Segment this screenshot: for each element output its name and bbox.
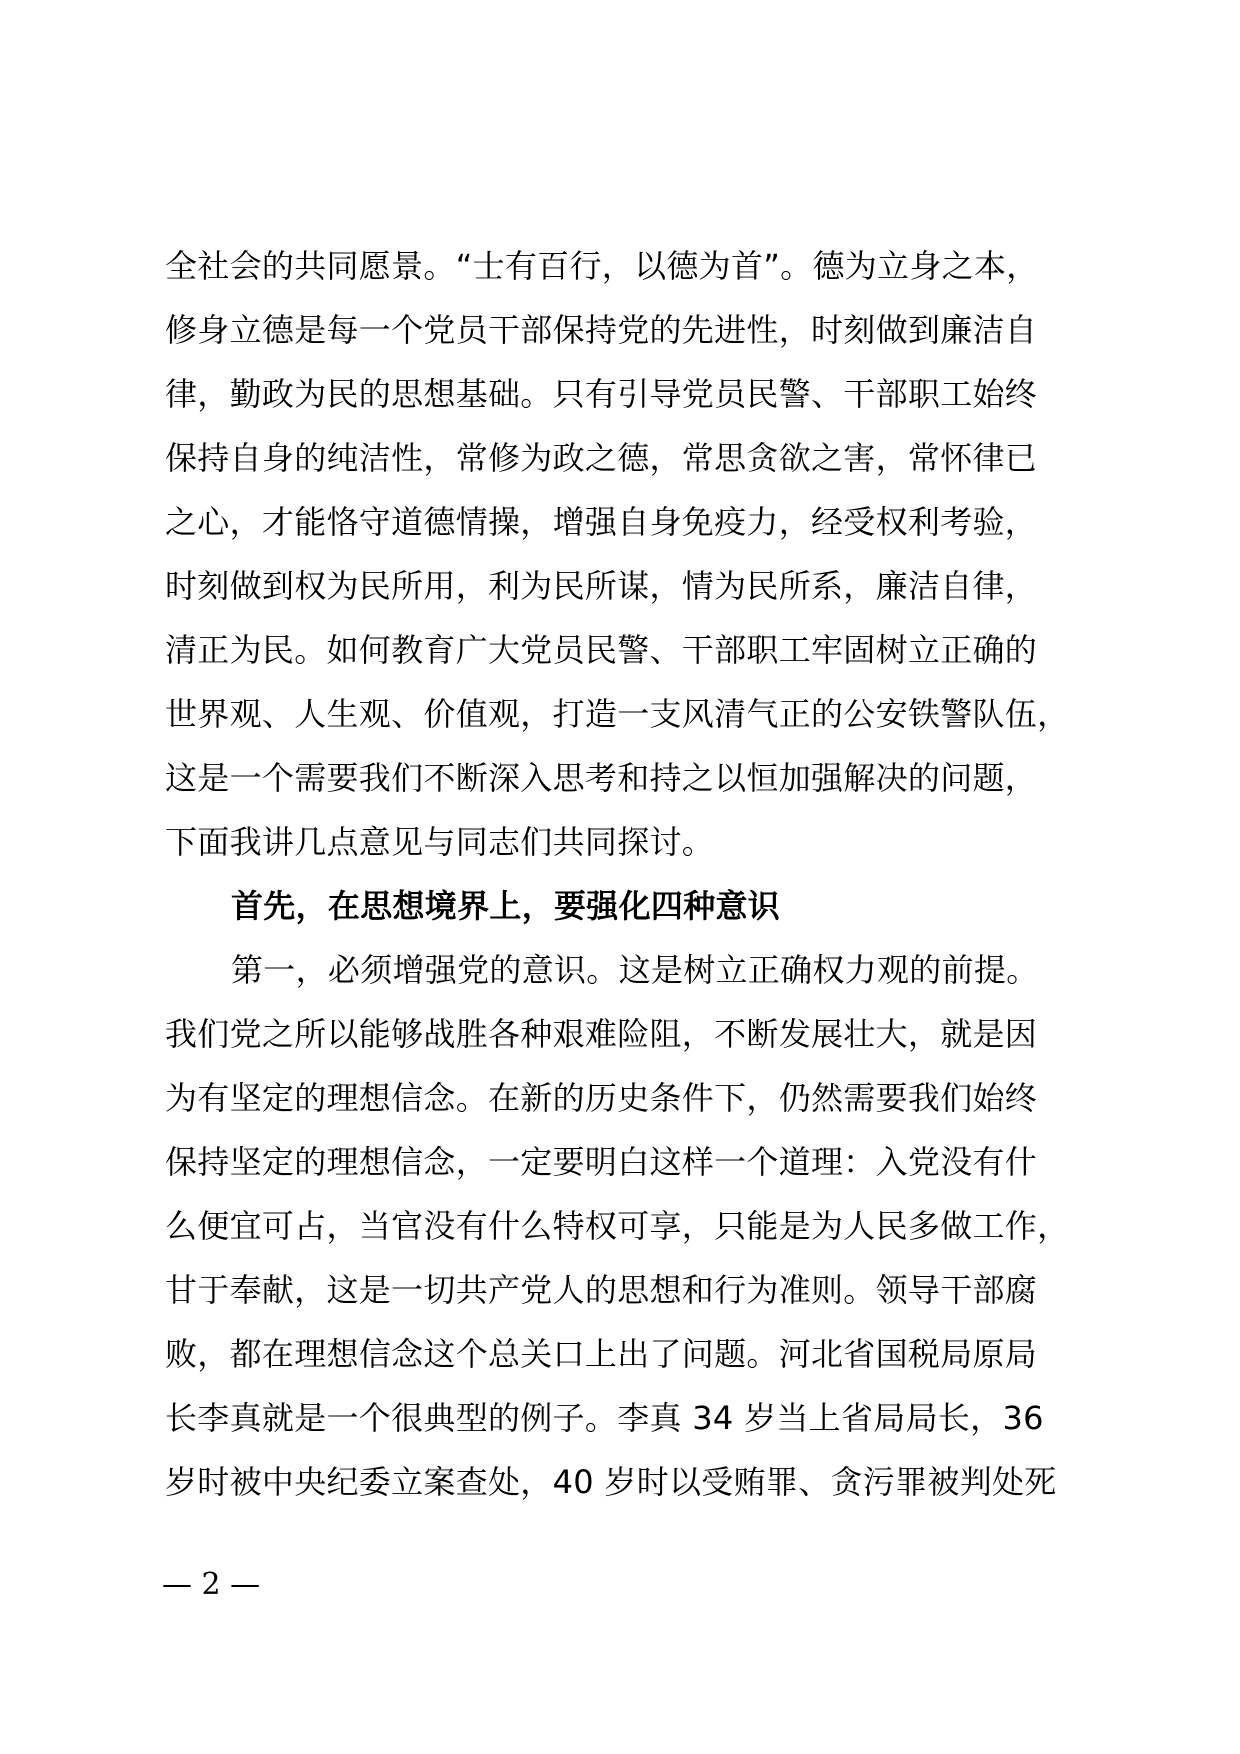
paragraph-line: 长李真就是一个很典型的例子。李真 34 岁当上省局局长，36 (165, 1399, 1044, 1437)
paragraph-line: 败，都在理想信念这个总关口上出了问题。河北省国税局原局 (165, 1335, 1038, 1373)
paragraph-line: 世界观、人生观、价值观，打造一支风清气正的公安铁警队伍， (165, 695, 1070, 733)
document-body (165, 234, 1125, 1514)
paragraph-line: 岁时被中央纪委立案查处，40 岁时以受贿罪、贪污罪被判处死 (165, 1463, 1057, 1501)
paragraph-line: 为有坚定的理想信念。在新的历史条件下，仍然需要我们始终 (165, 1079, 1038, 1117)
paragraph-line: 修身立德是每一个党员干部保持党的先进性，时刻做到廉洁自 (165, 311, 1038, 349)
paragraph-line: 么便宜可占，当官没有什么特权可享，只能是为人民多做工作， (165, 1207, 1070, 1245)
paragraph-line: 全社会的共同愿景。“士有百行，以德为首”。德为立身之本， (165, 247, 1039, 285)
paragraph-line: 时刻做到权为民所用，利为民所谋，情为民所系，廉洁自律， (165, 567, 1038, 605)
paragraph-line: 保持坚定的理想信念，一定要明白这样一个道理：入党没有什 (165, 1143, 1038, 1181)
paragraph-line: 甘于奉献，这是一切共产党人的思想和行为准则。领导干部腐 (165, 1271, 1038, 1309)
paragraph-line: 律，勤政为民的思想基础。只有引导党员民警、干部职工始终 (165, 375, 1038, 413)
paragraph-line: 清正为民。如何教育广大党员民警、干部职工牢固树立正确的 (165, 631, 1038, 669)
paragraph-line: 第一，必须增强党的意识。这是树立正确权力观的前提。 (231, 951, 1039, 989)
paragraph-line: 保持自身的纯洁性，常修为政之德，常思贪欲之害，常怀律已 (165, 439, 1038, 477)
paragraph-line: 我们党之所以能够战胜各种艰难险阻，不断发展壮大，就是因 (165, 1015, 1038, 1053)
page-number: — 2 — (162, 1567, 261, 1602)
section-heading: 首先，在思想境界上，要强化四种意识 (231, 887, 781, 925)
paragraph-line: 之心，才能恪守道德情操，增强自身免疫力，经受权利考验， (165, 503, 1038, 541)
paragraph-line: 这是一个需要我们不断深入思考和持之以恒加强解决的问题， (165, 759, 1038, 797)
paragraph-line: 下面我讲几点意见与同志们共同探讨。 (165, 823, 715, 861)
